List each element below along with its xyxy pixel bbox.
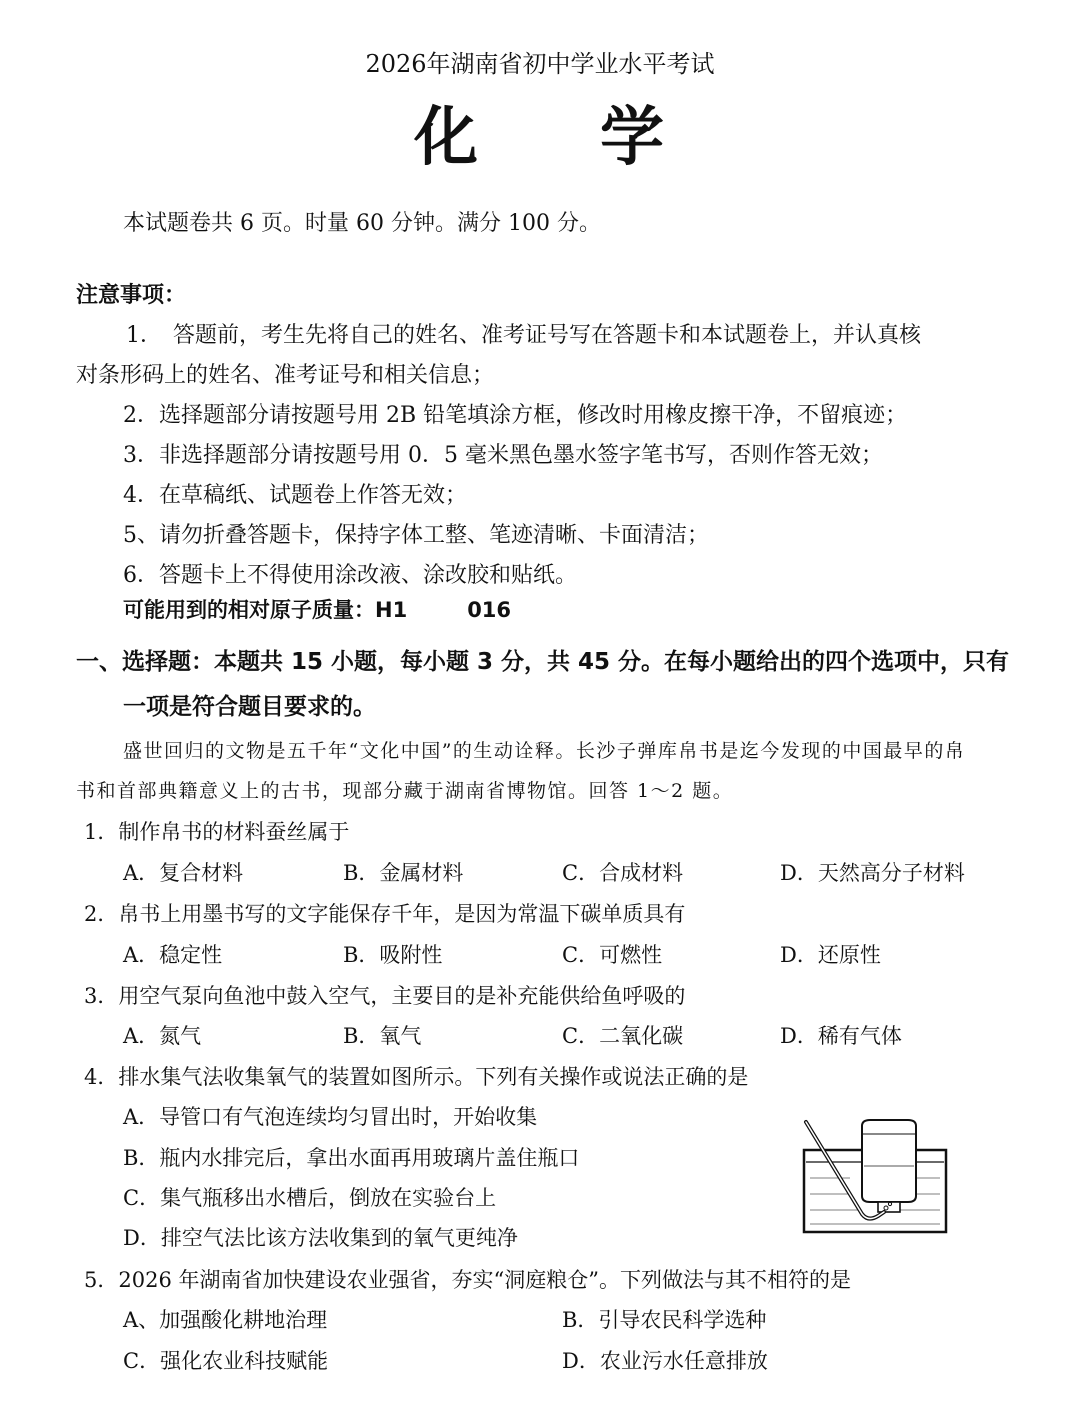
question-3-option-b: B．氧气 <box>343 1024 422 1048</box>
question-1-option-a: A．复合材料 <box>123 861 244 885</box>
subject-char-1: 化 <box>414 101 480 175</box>
notice-item-2: 2．选择题部分请按题号用 2B 铅笔填涂方框，修改时用橡皮擦干净，不留痕迹； <box>123 403 908 428</box>
section-1-heading-line-1: 一、选择题：本题共 15 小题，每小题 3 分，共 45 分。在每小题给出的四个选项中，只有 <box>76 649 1010 675</box>
exam-title: 2026年湖南省初中学业水平考试 <box>365 50 715 78</box>
question-4-option-d: D．排空气法比该方法收集到的氧气更纯净 <box>123 1226 518 1250</box>
question-1-option-b: B．金属材料 <box>343 861 464 885</box>
intro-line-2: 书和首部典籍意义上的古书，现部分藏于湖南省博物馆。回答 1～2 题。 <box>76 780 734 802</box>
question-2-option-b: B．吸附性 <box>343 943 443 967</box>
section-1-heading-line-2: 一项是符合题目要求的。 <box>123 694 376 720</box>
question-2-option-c: C．可燃性 <box>562 943 663 967</box>
question-4-stem: 4．排水集气法收集氧气的装置如图所示。下列有关操作或说法正确的是 <box>84 1065 749 1089</box>
atomic-mass <box>123 594 511 624</box>
gas-jar <box>862 1120 916 1202</box>
question-3-stem: 3．用空气泵向鱼池中鼓入空气，主要目的是补充能供给鱼呼吸的 <box>84 984 686 1008</box>
question-2-option-a: A．稳定性 <box>123 943 223 967</box>
question-2-stem: 2．帛书上用墨书写的文字能保存千年，是因为常温下碳单质具有 <box>84 902 686 926</box>
notice-item-4: 4．在草稿纸、试题卷上作答无效； <box>123 483 467 508</box>
question-4-option-a: A．导管口有气泡连续均匀冒出时，开始收集 <box>123 1105 538 1129</box>
subject-title <box>0 86 1080 178</box>
question-4-option-c: C．集气瓶移出水槽后，倒放在实验台上 <box>123 1186 497 1210</box>
question-1-option-c: C．合成材料 <box>562 861 684 885</box>
question-3-option-d: D．稀有气体 <box>780 1024 902 1048</box>
intro-line-1: 盛世回归的文物是五千年“文化中国”的生动诠释。长沙子弹库帛书是迄今发现的中国最早的帛 <box>123 740 966 762</box>
question-3-option-a: A．氮气 <box>123 1024 202 1048</box>
question-2-option-d: D．还原性 <box>780 943 881 967</box>
question-4-option-b: B．瓶内水排完后，拿出水面再用玻璃片盖住瓶口 <box>123 1146 580 1170</box>
notice-item-1-line-2: 对条形码上的姓名、准考证号和相关信息； <box>76 363 495 388</box>
question-3-option-c: C．二氧化碳 <box>562 1024 684 1048</box>
question-1-option-d: D．天然高分子材料 <box>780 861 965 885</box>
notice-item-5: 5、请勿折叠答题卡，保持字体工整、笔迹清晰、卡面清洁； <box>123 523 709 548</box>
question-5-option-b: B．引导农民科学选种 <box>562 1308 767 1332</box>
notice-item-3: 3．非选择题部分请按题号用 0．5 毫米黑色墨水签字笔书写，否则作答无效； <box>123 443 883 468</box>
question-5-option-d: D．农业污水任意排放 <box>562 1349 768 1373</box>
atomic-mass-label: 可能用到的相对原子质量：H1 <box>123 598 408 622</box>
gas-collection-apparatus-figure <box>800 1118 950 1238</box>
question-1-stem: 1．制作帛书的材料蚕丝属于 <box>84 820 350 844</box>
notice-title: 注意事项： <box>76 283 187 308</box>
question-5-stem: 5．2026 年湖南省加快建设农业强省，夯实“洞庭粮仓”。下列做法与其不相符的是 <box>84 1268 851 1292</box>
subject-char-2: 学 <box>600 101 666 175</box>
notice-item-6: 6．答题卡上不得使用涂改液、涂改胶和贴纸。 <box>123 563 577 588</box>
notice-item-1-line-1: 1． 答题前，考生先将自己的姓名、准考证号写在答题卡和本试题卷上，并认真核 <box>126 323 921 348</box>
question-5-option-a: A、加强酸化耕地治理 <box>123 1308 328 1332</box>
question-5-option-c: C．强化农业科技赋能 <box>123 1349 329 1373</box>
atomic-mass-oxygen: 016 <box>467 598 512 622</box>
exam-info: 本试题卷共 6 页。时量 60 分钟。满分 100 分。 <box>123 211 601 236</box>
